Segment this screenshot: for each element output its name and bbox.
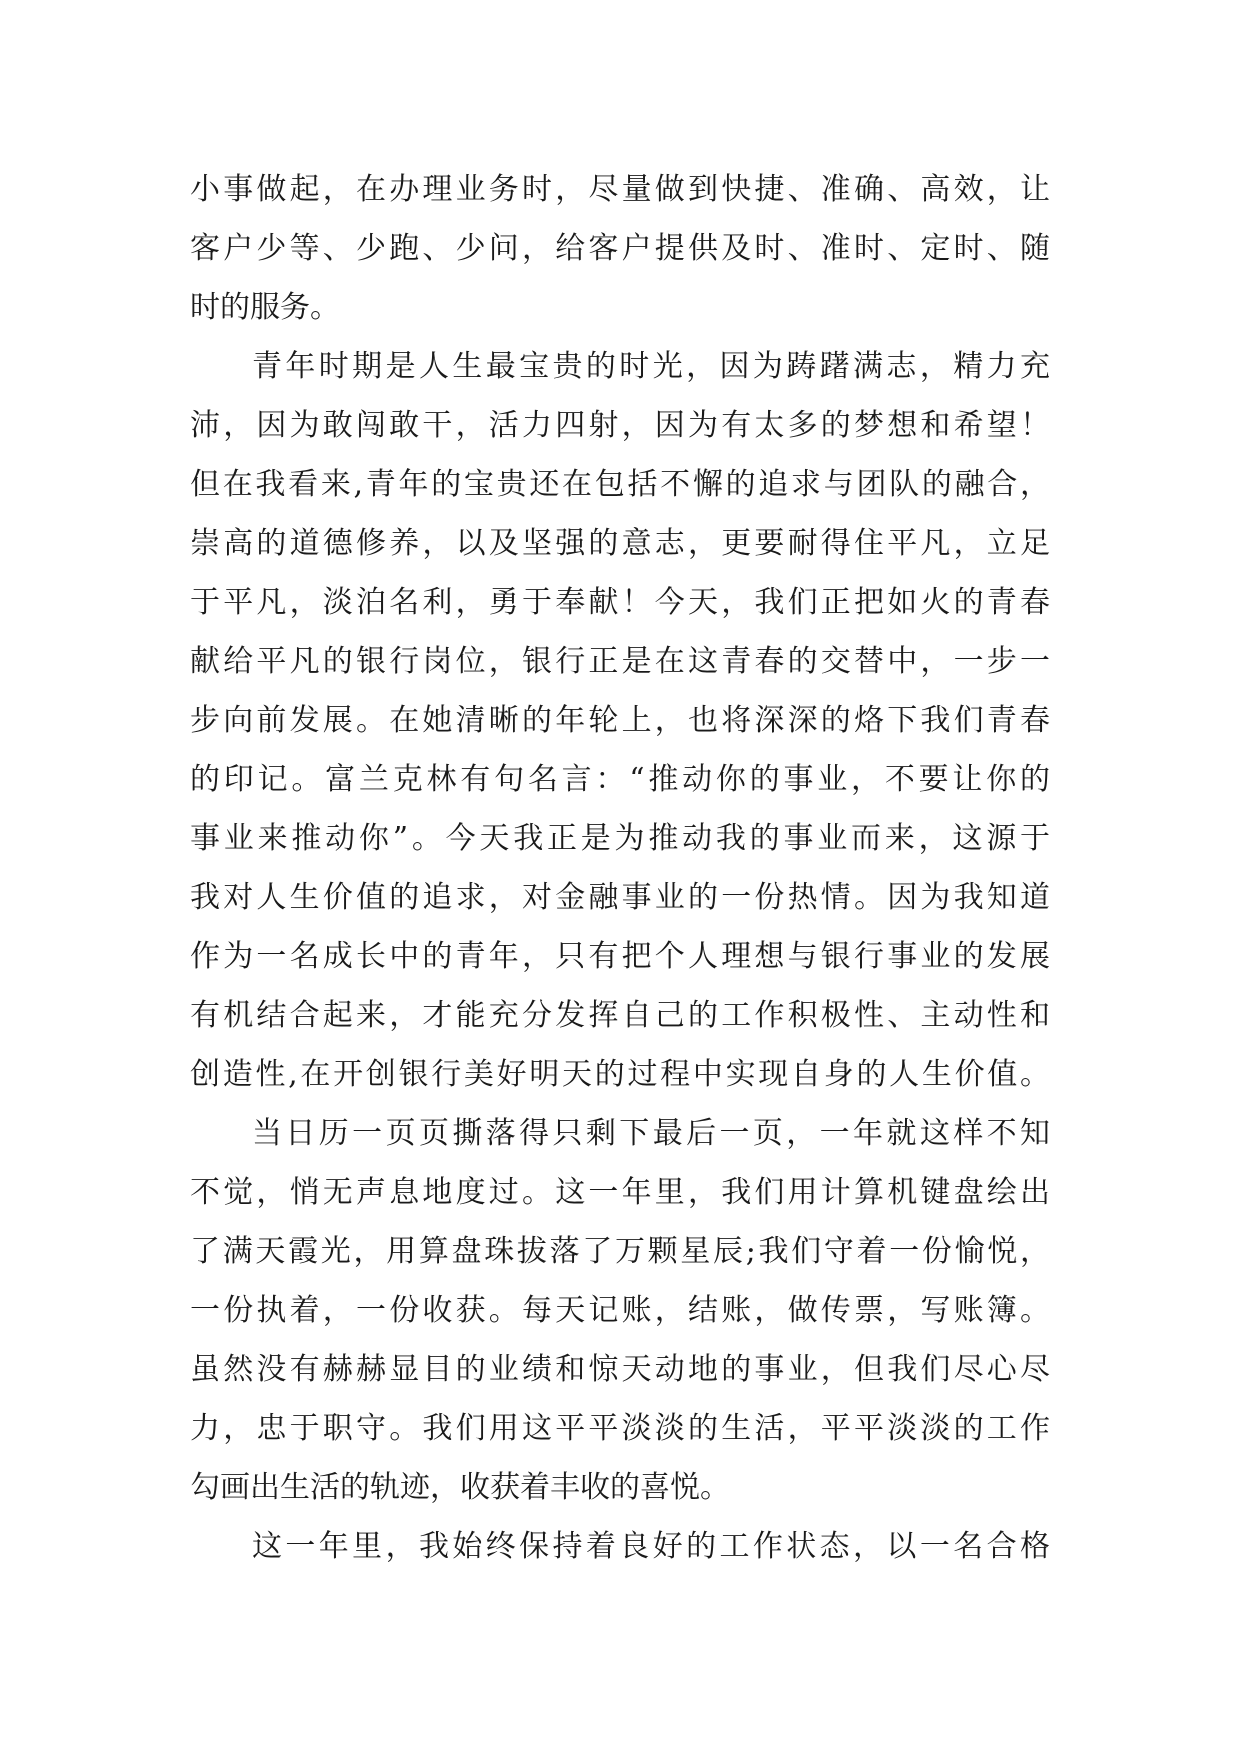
text-line: 小事做起，在办理业务时，尽量做到快捷、准确、高效，让 <box>190 172 1050 207</box>
text-line: 但在我看来,青年的宝贵还在包括不懈的追求与团队的融合， <box>190 467 1050 502</box>
text-line: 步向前发展。在她清晰的年轮上，也将深深的烙下我们青春 <box>190 703 1050 738</box>
text-line: 作为一名成长中的青年，只有把个人理想与银行事业的发展 <box>190 939 1050 974</box>
text-line: 崇高的道德修养，以及坚强的意志，更要耐得住平凡，立足 <box>190 526 1050 561</box>
text-line: 事业来推动你”。今天我正是为推动我的事业而来，这源于 <box>190 821 1050 856</box>
text-line: 献给平凡的银行岗位，银行正是在这青春的交替中，一步一 <box>190 644 1050 679</box>
text-line: 于平凡，淡泊名利，勇于奉献！今天，我们正把如火的青春 <box>190 585 1050 620</box>
text-line: 客户少等、少跑、少问，给客户提供及时、准时、定时、随 <box>190 231 1050 266</box>
text-line: 不觉，悄无声息地度过。这一年里，我们用计算机键盘绘出 <box>190 1175 1050 1210</box>
text-line: 勾画出生活的轨迹，收获着丰收的喜悦。 <box>190 1470 730 1505</box>
text-line: 一份执着，一份收获。每天记账，结账，做传票，写账簿。 <box>190 1293 1050 1328</box>
text-line: 沛，因为敢闯敢干，活力四射，因为有太多的梦想和希望！ <box>190 408 1050 443</box>
text-line: 了满天霞光，用算盘珠拔落了万颗星辰;我们守着一份愉悦， <box>190 1234 1050 1269</box>
text-line: 虽然没有赫赫显目的业绩和惊天动地的事业，但我们尽心尽 <box>190 1352 1050 1387</box>
paragraph-first-line: 这一年里，我始终保持着良好的工作状态，以一名合格 <box>252 1529 1050 1564</box>
paragraph-first-line: 青年时期是人生最宝贵的时光，因为踌躇满志，精力充 <box>252 349 1050 384</box>
text-line: 时的服务。 <box>190 290 340 325</box>
text-line: 有机结合起来，才能充分发挥自己的工作积极性、主动性和 <box>190 998 1050 1033</box>
text-line: 力，忠于职守。我们用这平平淡淡的生活，平平淡淡的工作 <box>190 1411 1050 1446</box>
paragraph-first-line: 当日历一页页撕落得只剩下最后一页，一年就这样不知 <box>252 1116 1050 1151</box>
text-line: 的印记。富兰克林有句名言：“推动你的事业，不要让你的 <box>190 762 1050 797</box>
text-line: 我对人生价值的追求，对金融事业的一份热情。因为我知道 <box>190 880 1050 915</box>
document-body <box>190 160 1050 1576</box>
text-line: 创造性,在开创银行美好明天的过程中实现自身的人生价值。 <box>190 1057 1050 1092</box>
